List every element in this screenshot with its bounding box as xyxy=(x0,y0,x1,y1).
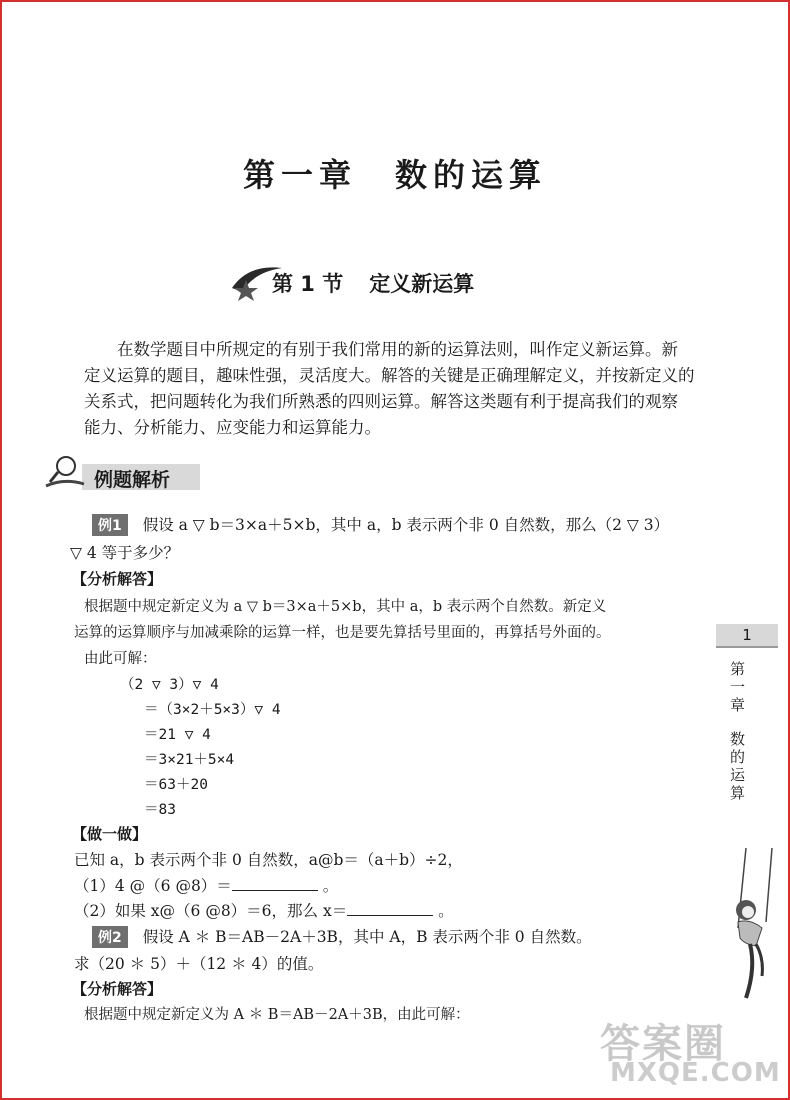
try-it-q1-end: 。 xyxy=(322,877,339,895)
example1-line2: ▽ 4 等于多少？ xyxy=(70,544,180,562)
watermark-logo: 答案圈 xyxy=(600,1021,726,1067)
section-number: 第 1 节 xyxy=(272,272,344,296)
example2-line1 xyxy=(92,925,592,948)
side-spacer xyxy=(730,714,745,730)
intro-line: 能力、分析能力、应变能力和运算能力。 xyxy=(84,418,381,437)
example2-analysis-line: 根据题中规定新定义为 A ＊ B＝AB－2A＋3B，由此可解： xyxy=(84,1007,470,1023)
example2-tag: 例2 xyxy=(92,926,128,948)
intro-line: 在数学题目中所规定的有别于我们常用的新的运算法则，叫作定义新运算。新 xyxy=(117,340,678,359)
page-number: 1 xyxy=(716,624,778,646)
try-it-line: 已知 a，b 表示两个非 0 自然数，a@b＝（a＋b）÷2， xyxy=(74,851,463,869)
analysis-heading: 【分析解答】 xyxy=(72,570,163,588)
analysis-line: 运算的运算顺序与加减乘除的运算一样，也是要先算括号里面的，再算括号外面的。 xyxy=(74,625,611,641)
intro-line: 定义运算的题目，趣味性强，灵活度大。解答的关键是正确理解定义，并按新定义的 xyxy=(84,366,695,385)
side-char: 一 xyxy=(730,678,746,696)
calc-step: ＝63＋20 xyxy=(144,777,208,793)
analysis-line: 由此可解： xyxy=(84,651,157,667)
side-char: 章 xyxy=(730,696,746,714)
example-section-label: 例题解析 xyxy=(94,469,171,491)
section-title: 定义新运算 xyxy=(369,272,475,296)
intro-paragraph xyxy=(84,337,724,441)
section-heading xyxy=(272,268,474,298)
tab-divider xyxy=(716,646,778,648)
chapter-title: 第一章 数的运算 xyxy=(242,156,547,194)
calc-step: ＝83 xyxy=(144,802,176,818)
example1-question: 假设 a ▽ b＝3×a＋5×b，其中 a，b 表示两个非 0 自然数，那么（2 ▽ 3） xyxy=(142,516,670,534)
side-char: 数 xyxy=(730,730,746,748)
try-it-q2-text: （2）如果 x@（6 @8）＝6，那么 x＝ xyxy=(74,902,348,920)
side-char: 运 xyxy=(730,766,746,784)
calc-step: （2 ▽ 3）▽ 4 xyxy=(120,677,219,693)
try-it-q2 xyxy=(74,899,454,921)
side-char: 的 xyxy=(730,748,746,766)
answer-blank-2[interactable] xyxy=(347,903,433,916)
example2-analysis-heading: 【分析解答】 xyxy=(72,980,163,998)
example2-question: 假设 A ＊ B＝AB－2A＋3B，其中 A，B 表示两个非 0 自然数。 xyxy=(142,928,592,946)
side-char: 第 xyxy=(730,660,746,678)
try-it-heading: 【做一做】 xyxy=(72,825,148,843)
example1-tag: 例1 xyxy=(92,514,128,536)
answer-blank-1[interactable] xyxy=(232,878,318,891)
side-char: 算 xyxy=(730,784,746,802)
calc-step: ＝3×21＋5×4 xyxy=(144,752,235,768)
try-it-q2-end: 。 xyxy=(438,902,454,920)
example2-line2: 求（20 ＊ 5）＋（12 ＊ 4）的值。 xyxy=(74,955,324,973)
analysis-line: 根据题中规定新定义为 a ▽ b＝3×a＋5×b，其中 a，b 表示两个自然数。新定义 xyxy=(84,599,607,615)
side-chapter-label xyxy=(730,660,745,802)
watermark-url: MXQE.COM xyxy=(610,1058,781,1088)
intro-line: 关系式，把问题转化为我们所熟悉的四则运算。解答这类题有利于提高我们的观察 xyxy=(84,392,678,411)
try-it-q1-text: （1）4 @（6 @8）＝ xyxy=(74,877,232,895)
calc-step: ＝21 ▽ 4 xyxy=(144,727,211,743)
try-it-q1 xyxy=(74,874,338,896)
swing-girl-illustration xyxy=(716,848,782,1008)
calc-step: ＝（3×2＋5×3）▽ 4 xyxy=(144,702,281,718)
example1-line1 xyxy=(92,513,669,536)
